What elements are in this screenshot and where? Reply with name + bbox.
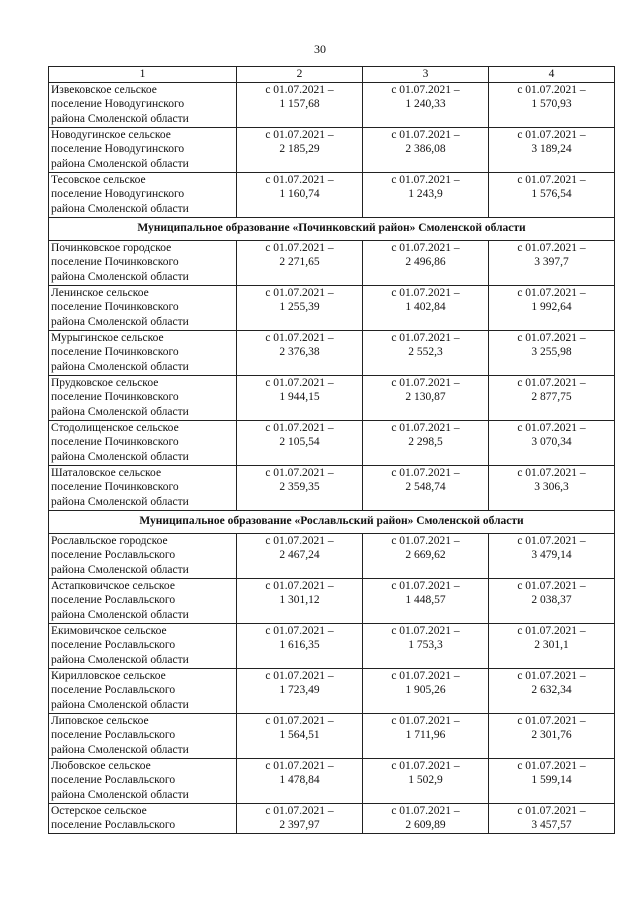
cell-line: с 01.07.2021 – <box>391 669 460 682</box>
cell-line: с 01.07.2021 – <box>391 173 460 186</box>
header-row <box>49 67 615 83</box>
cell-line: с 01.07.2021 – <box>391 376 460 389</box>
settlement-name-cell <box>49 803 237 833</box>
cell-line: 1 240,33 <box>405 98 446 110</box>
tariff-value-cell <box>237 420 363 465</box>
tariff-value-cell <box>363 668 489 713</box>
cell-line: 1 478,84 <box>279 774 320 786</box>
table-row <box>49 713 615 758</box>
cell-line: 2 397,97 <box>279 819 320 831</box>
settlement-name-cell <box>49 758 237 803</box>
cell-line: с 01.07.2021 – <box>517 669 586 682</box>
tariff-value-cell <box>237 82 363 127</box>
cell-line: Стодолищенское сельское <box>51 421 179 434</box>
cell-line: Новодугинское сельское <box>51 128 171 141</box>
cell-line: района Смоленской области <box>51 653 189 666</box>
cell-line: 2 271,65 <box>279 256 320 268</box>
cell-line: 1 301,12 <box>279 594 320 606</box>
cell-line: с 01.07.2021 – <box>265 534 334 547</box>
cell-line: 1 502,9 <box>408 774 443 786</box>
tariff-value-cell <box>363 713 489 758</box>
tariff-value-cell <box>363 375 489 420</box>
tariff-value-cell <box>237 758 363 803</box>
cell-line: 2 185,29 <box>279 143 320 155</box>
cell-line: с 01.07.2021 – <box>391 466 460 479</box>
cell-line: с 01.07.2021 – <box>517 128 586 141</box>
cell-line: поселение Рославльского <box>51 819 176 831</box>
cell-line: поселение Рославльского <box>51 774 176 786</box>
section-heading-row <box>49 510 615 533</box>
cell-line: с 01.07.2021 – <box>265 331 334 344</box>
cell-line: с 01.07.2021 – <box>265 669 334 682</box>
cell-line: с 01.07.2021 – <box>391 83 460 96</box>
cell-line: 3 457,57 <box>531 819 572 831</box>
cell-line: с 01.07.2021 – <box>265 241 334 254</box>
cell-line: Екимовичское сельское <box>51 624 167 637</box>
settlement-name-cell <box>49 172 237 217</box>
page-number: 30 <box>314 42 326 56</box>
cell-line: Астапковичское сельское <box>51 579 175 592</box>
cell-line: с 01.07.2021 – <box>517 241 586 254</box>
cell-line: 3 189,24 <box>531 143 572 155</box>
table-row <box>49 465 615 510</box>
table-row <box>49 127 615 172</box>
settlement-name-cell <box>49 668 237 713</box>
cell-line: 2 301,76 <box>531 729 572 741</box>
tariff-value-cell <box>489 330 615 375</box>
section-heading: Муниципальное образование «Починковский район» Смоленской области <box>49 217 615 240</box>
cell-line: 2 669,62 <box>405 549 446 561</box>
cell-line: Прудковское сельское <box>51 376 159 389</box>
cell-line: 1 255,39 <box>279 301 320 313</box>
cell-line: 2 609,89 <box>405 819 446 831</box>
cell-line: 1 944,15 <box>279 391 320 403</box>
tariff-value-cell <box>237 578 363 623</box>
table-row <box>49 375 615 420</box>
settlement-name-cell <box>49 623 237 668</box>
cell-line: Ленинское сельское <box>51 286 149 299</box>
column-header: 1 <box>49 67 237 83</box>
cell-line: 2 359,35 <box>279 481 320 493</box>
cell-line: с 01.07.2021 – <box>391 331 460 344</box>
table-row <box>49 172 615 217</box>
settlement-name-cell <box>49 82 237 127</box>
column-header: 4 <box>489 67 615 83</box>
cell-line: 2 038,37 <box>531 594 572 606</box>
table-row <box>49 578 615 623</box>
settlement-name-cell <box>49 533 237 578</box>
cell-line: с 01.07.2021 – <box>517 421 586 434</box>
tariff-value-cell <box>237 127 363 172</box>
tariff-value-cell <box>237 172 363 217</box>
cell-line: 2 632,34 <box>531 684 572 696</box>
cell-line: с 01.07.2021 – <box>265 286 334 299</box>
cell-line: 1 243,9 <box>408 188 443 200</box>
cell-line: района Смоленской области <box>51 112 189 125</box>
cell-line: района Смоленской области <box>51 495 189 508</box>
settlement-name-cell <box>49 578 237 623</box>
cell-line: Рославльское городское <box>51 534 168 547</box>
cell-line: 2 877,75 <box>531 391 572 403</box>
tariff-value-cell <box>363 578 489 623</box>
cell-line: с 01.07.2021 – <box>265 714 334 727</box>
cell-line: поселение Починковского <box>51 481 179 493</box>
cell-line: с 01.07.2021 – <box>391 241 460 254</box>
cell-line: поселение Починковского <box>51 436 179 448</box>
tariff-value-cell <box>489 623 615 668</box>
tariff-value-cell <box>363 758 489 803</box>
cell-line: Извековское сельское <box>51 83 157 96</box>
cell-line: поселение Рославльского <box>51 729 176 741</box>
cell-line: с 01.07.2021 – <box>391 421 460 434</box>
section-heading: Муниципальное образование «Рославльский район» Смоленской области <box>49 510 615 533</box>
cell-line: Шаталовское сельское <box>51 466 162 479</box>
cell-line: района Смоленской области <box>51 450 189 463</box>
table-row <box>49 668 615 713</box>
cell-line: с 01.07.2021 – <box>391 534 460 547</box>
cell-line: 1 570,93 <box>531 98 572 110</box>
settlement-name-cell <box>49 285 237 330</box>
column-header: 2 <box>237 67 363 83</box>
cell-line: 2 467,24 <box>279 549 320 561</box>
tariff-value-cell <box>237 803 363 833</box>
cell-line: 3 306,3 <box>534 481 569 493</box>
cell-line: 2 105,54 <box>279 436 320 448</box>
cell-line: Починковское городское <box>51 241 172 254</box>
table-body <box>49 67 615 834</box>
cell-line: района Смоленской области <box>51 698 189 711</box>
tariff-value-cell <box>237 713 363 758</box>
cell-line: поселение Рославльского <box>51 639 176 651</box>
tariff-value-cell <box>489 465 615 510</box>
tariff-value-cell <box>363 623 489 668</box>
cell-line: с 01.07.2021 – <box>265 376 334 389</box>
settlement-name-cell <box>49 465 237 510</box>
cell-line: 1 160,74 <box>279 188 320 200</box>
cell-line: с 01.07.2021 – <box>517 83 586 96</box>
tariff-value-cell <box>489 758 615 803</box>
cell-line: с 01.07.2021 – <box>517 534 586 547</box>
settlement-name-cell <box>49 240 237 285</box>
settlement-name-cell <box>49 713 237 758</box>
cell-line: 1 753,3 <box>408 639 443 651</box>
cell-line: района Смоленской области <box>51 360 189 373</box>
cell-line: с 01.07.2021 – <box>265 579 334 592</box>
cell-line: с 01.07.2021 – <box>265 421 334 434</box>
table-row <box>49 82 615 127</box>
cell-line: 1 599,14 <box>531 774 572 786</box>
table-row <box>49 420 615 465</box>
cell-line: района Смоленской области <box>51 202 189 215</box>
tariff-value-cell <box>489 285 615 330</box>
cell-line: поселение Починковского <box>51 256 179 268</box>
settlement-name-cell <box>49 330 237 375</box>
cell-line: 3 255,98 <box>531 346 572 358</box>
tariff-value-cell <box>489 533 615 578</box>
cell-line: поселение Новодугинского <box>51 98 185 110</box>
cell-line: Липовское сельское <box>51 714 149 727</box>
cell-line: с 01.07.2021 – <box>391 714 460 727</box>
cell-line: с 01.07.2021 – <box>265 128 334 141</box>
table-row <box>49 285 615 330</box>
cell-line: района Смоленской области <box>51 608 189 621</box>
cell-line: Остерское сельское <box>51 804 147 817</box>
cell-line: 3 397,7 <box>534 256 569 268</box>
cell-line: с 01.07.2021 – <box>517 466 586 479</box>
cell-line: поселение Рославльского <box>51 684 176 696</box>
tariff-value-cell <box>363 533 489 578</box>
tariff-value-cell <box>489 127 615 172</box>
cell-line: 2 496,86 <box>405 256 446 268</box>
tariff-value-cell <box>237 465 363 510</box>
cell-line: района Смоленской области <box>51 788 189 801</box>
cell-line: 1 448,57 <box>405 594 446 606</box>
tariff-value-cell <box>363 330 489 375</box>
settlement-name-cell <box>49 127 237 172</box>
tariff-value-cell <box>489 713 615 758</box>
tariff-value-cell <box>363 465 489 510</box>
cell-line: поселение Починковского <box>51 301 179 313</box>
cell-line: с 01.07.2021 – <box>265 624 334 637</box>
cell-line: 3 070,34 <box>531 436 572 448</box>
tariff-value-cell <box>363 420 489 465</box>
cell-line: с 01.07.2021 – <box>517 714 586 727</box>
cell-line: 2 298,5 <box>408 436 443 448</box>
cell-line: 1 723,49 <box>279 684 320 696</box>
cell-line: 1 711,96 <box>405 729 446 741</box>
cell-line: 2 552,3 <box>408 346 443 358</box>
cell-line: с 01.07.2021 – <box>391 759 460 772</box>
cell-line: района Смоленской области <box>51 405 189 418</box>
tariff-value-cell <box>237 375 363 420</box>
tariff-value-cell <box>237 285 363 330</box>
cell-line: 1 402,84 <box>405 301 446 313</box>
cell-line: с 01.07.2021 – <box>517 173 586 186</box>
tariff-value-cell <box>489 668 615 713</box>
table-row <box>49 758 615 803</box>
cell-line: Тесовское сельское <box>51 173 146 186</box>
tariff-table <box>48 66 615 834</box>
cell-line: поселение Новодугинского <box>51 188 185 200</box>
cell-line: 2 386,08 <box>405 143 446 155</box>
tariff-value-cell <box>489 82 615 127</box>
tariff-value-cell <box>363 127 489 172</box>
table-row <box>49 803 615 833</box>
cell-line: поселение Новодугинского <box>51 143 185 155</box>
cell-line: поселение Починковского <box>51 391 179 403</box>
cell-line: с 01.07.2021 – <box>517 759 586 772</box>
cell-line: с 01.07.2021 – <box>265 759 334 772</box>
cell-line: с 01.07.2021 – <box>517 331 586 344</box>
tariff-value-cell <box>237 533 363 578</box>
tariff-value-cell <box>489 420 615 465</box>
tariff-value-cell <box>363 803 489 833</box>
cell-line: района Смоленской области <box>51 315 189 328</box>
cell-line: 1 616,35 <box>279 639 320 651</box>
tariff-value-cell <box>237 623 363 668</box>
tariff-value-cell <box>489 803 615 833</box>
tariff-value-cell <box>363 240 489 285</box>
tariff-value-cell <box>363 82 489 127</box>
tariff-value-cell <box>489 172 615 217</box>
column-header: 3 <box>363 67 489 83</box>
cell-line: поселение Рославльского <box>51 594 176 606</box>
cell-line: с 01.07.2021 – <box>265 804 334 817</box>
cell-line: поселение Рославльского <box>51 549 176 561</box>
section-heading-row <box>49 217 615 240</box>
table-row <box>49 533 615 578</box>
cell-line: с 01.07.2021 – <box>265 173 334 186</box>
cell-line: 2 130,87 <box>405 391 446 403</box>
cell-line: района Смоленской области <box>51 157 189 170</box>
cell-line: поселение Починковского <box>51 346 179 358</box>
tariff-value-cell <box>237 330 363 375</box>
cell-line: Мурыгинское сельское <box>51 331 164 344</box>
cell-line: Любовское сельское <box>51 759 151 772</box>
cell-line: с 01.07.2021 – <box>517 804 586 817</box>
tariff-value-cell <box>237 668 363 713</box>
cell-line: 1 564,51 <box>279 729 320 741</box>
cell-line: 2 376,38 <box>279 346 320 358</box>
cell-line: Кирилловское сельское <box>51 669 166 682</box>
cell-line: 1 992,64 <box>531 301 572 313</box>
cell-line: 2 548,74 <box>405 481 446 493</box>
tariff-value-cell <box>489 578 615 623</box>
table-row <box>49 240 615 285</box>
settlement-name-cell <box>49 375 237 420</box>
tariff-value-cell <box>237 240 363 285</box>
cell-line: района Смоленской области <box>51 270 189 283</box>
settlement-name-cell <box>49 420 237 465</box>
cell-line: с 01.07.2021 – <box>391 624 460 637</box>
tariff-value-cell <box>489 240 615 285</box>
tariff-value-cell <box>363 285 489 330</box>
cell-line: с 01.07.2021 – <box>391 804 460 817</box>
cell-line: 1 576,54 <box>531 188 572 200</box>
cell-line: с 01.07.2021 – <box>391 579 460 592</box>
cell-line: 3 479,14 <box>531 549 572 561</box>
cell-line: района Смоленской области <box>51 743 189 756</box>
cell-line: с 01.07.2021 – <box>391 286 460 299</box>
tariff-value-cell <box>363 172 489 217</box>
cell-line: с 01.07.2021 – <box>517 286 586 299</box>
cell-line: района Смоленской области <box>51 563 189 576</box>
cell-line: с 01.07.2021 – <box>517 376 586 389</box>
cell-line: с 01.07.2021 – <box>391 128 460 141</box>
tariff-value-cell <box>489 375 615 420</box>
cell-line: 1 905,26 <box>405 684 446 696</box>
cell-line: 2 301,1 <box>534 639 569 651</box>
table-row <box>49 330 615 375</box>
cell-line: с 01.07.2021 – <box>265 466 334 479</box>
cell-line: 1 157,68 <box>279 98 320 110</box>
table-row <box>49 623 615 668</box>
cell-line: с 01.07.2021 – <box>517 579 586 592</box>
cell-line: с 01.07.2021 – <box>265 83 334 96</box>
cell-line: с 01.07.2021 – <box>517 624 586 637</box>
